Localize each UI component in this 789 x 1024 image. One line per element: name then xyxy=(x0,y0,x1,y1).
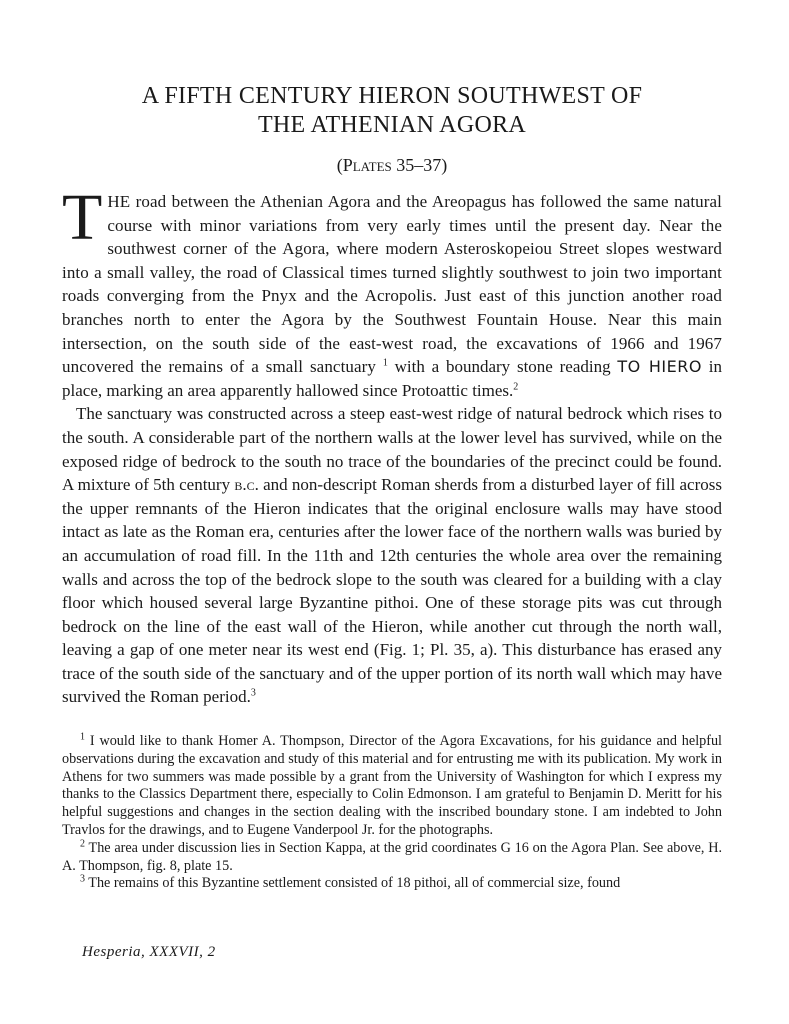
article-title xyxy=(62,82,722,140)
footnote-1: $^1$ I would like to thank Homer A. Thompson, Director of the Agora Excavations, for his guidance and helpful observations during the excavation and study of this material and for entrusting me with its publication. My work in Athens for two summers was made possible by a grant from the University of Washington for which I express my thanks to the Classics Department there, especially to Colin Edmonson. I am grateful to Benjamin D. Meritt for his helpful suggestions and changes in the section dealing with the inscribed boundary stone. I am indebted to John Travlos for the drawings, and to Eugene Vanderpool Jr. for the photographs. xyxy=(62,731,722,839)
bc-abbreviation: b.c. xyxy=(234,475,259,495)
paragraph-2: The sanctuary was constructed across a steep east-west ridge of natural bedrock which rises to the south. A considerable part of the northern walls at the lower level has survived, while on the exposed ridge of bedrock to the south no trace of the boundaries of the precinct could be found. A mixture of 5th century b.c. and non-descript Roman sherds from a disturbed layer of fill across the upper remnants of the Hieron indicates that the original enclosure walls may have stood intact as late as the Roman era, centuries after the lower face of the northern walls was buried by an accumulation of road fill. In the 11th and 12th centuries the whole area over the remaining walls and across the top of the bedrock slope to the south was cleared for a building with a clay floor which housed several large Byzantine pithoi. One of these storage pits was cut through bedrock on the line of the east wall of the Hieron, while another cut through the north wall, leaving a gap of one meter near its west end (Fig. 1; Pl. 35, a). This disturbance has erased any trace of the south side of the sanctuary and of the upper portion of its north wall which may have survived the Roman period.$^3$ xyxy=(62,404,722,707)
footnote-3: $^3$ The remains of this Byzantine settlement consisted of 18 pithoi, all of commercial size, found xyxy=(80,873,621,892)
plates-reference: (Plates 35–37) xyxy=(336,155,448,175)
footnote-ref-2[interactable]: 2 xyxy=(513,381,519,393)
page-content xyxy=(62,82,722,893)
footnote-ref-1[interactable]: 1 xyxy=(382,357,388,369)
footnote-2: $^2$ The area under discussion lies in Section Kappa, at the grid coordinates G 16 on the Agora Plan. See above, H. A. Thompson, fig. 8, plate 15. xyxy=(62,838,722,874)
drop-cap: T xyxy=(62,181,103,254)
footnotes xyxy=(62,733,722,893)
footnote-ref-3[interactable]: 3 xyxy=(250,687,256,699)
title-line-2: THE ATHENIAN AGORA xyxy=(257,112,527,138)
paragraph-1: THE road between the Athenian Agora and the Areopagus has followed the same natural course with minor variations from very early times until the present day. Near the southwest corner of the Agora, where modern Asteroskopeiou Street slopes westward into a small valley, the road of Classical times turned slightly southwest to join two important roads converging from the Pnyx and the Acropolis. Just east of this junction another road branches north to enter the Agora by the Southwest Fountain House. Near this main intersection, on the south side of the east-west road, the excavations of 1966 and 1967 uncovered the remains of a small sanctuary $^1$ with a boundary stone reading TO HIERO in place, marking an area apparently hallowed since Protoattic times.$^2$ xyxy=(62,181,722,400)
article-body xyxy=(62,181,722,709)
plates-range: 35–37) xyxy=(396,155,448,175)
journal-citation: Hesperia, XXXVII, 2 xyxy=(82,944,216,960)
inscription-text: TO HIERO xyxy=(617,357,702,377)
plates-label: Plates xyxy=(342,155,392,175)
title-line-1: A FIFTH CENTURY HIERON SOUTHWEST OF xyxy=(141,83,643,109)
